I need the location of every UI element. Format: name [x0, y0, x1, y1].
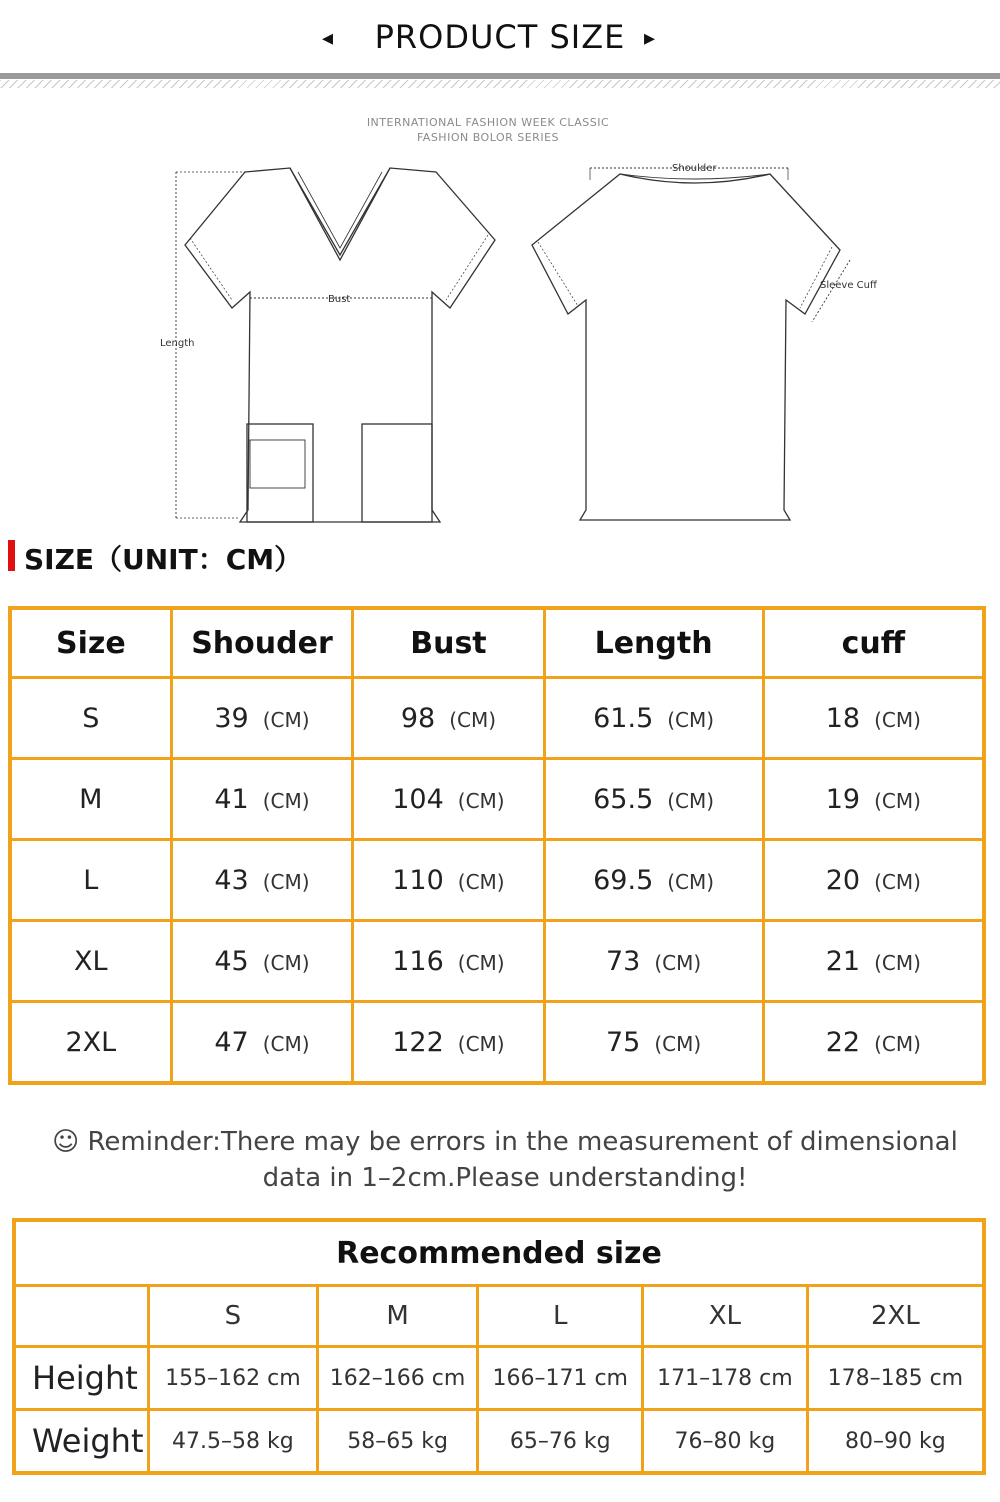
- cuff-cell: [763, 921, 984, 1002]
- value: 122: [392, 1026, 444, 1058]
- length-cell: [544, 759, 763, 840]
- height-label: Height: [14, 1347, 149, 1410]
- height-cell: 178–185 cm: [807, 1347, 984, 1410]
- shoulder-cell: [171, 1002, 353, 1084]
- height-cell: 162–166 cm: [317, 1347, 478, 1410]
- bust-cell: [353, 1002, 544, 1084]
- bust-cell: [353, 759, 544, 840]
- recommended-title-row: [14, 1220, 984, 1286]
- bust-cell: [353, 840, 544, 921]
- cuff-cell: [763, 678, 984, 759]
- value: 45: [214, 945, 249, 977]
- diagram-label-sleeve-cuff: Sleeve Cuff: [820, 280, 877, 291]
- unit-label: (CM): [874, 1031, 921, 1056]
- diagram-label-bust: Bust: [328, 294, 351, 305]
- column-header-cuff: cuff: [763, 608, 984, 678]
- value: 104: [392, 783, 444, 815]
- height-cell: 166–171 cm: [478, 1347, 643, 1410]
- reminder-text-line1: Reminder:There may be errors in the measurement of dimensional: [87, 1127, 958, 1157]
- arrow-left-icon: ◂: [322, 26, 334, 51]
- value: 39: [214, 702, 249, 734]
- recommended-size-table: [12, 1218, 986, 1475]
- size-cell: S: [10, 678, 171, 759]
- size-cell: L: [10, 840, 171, 921]
- unit-label: (CM): [654, 1031, 702, 1056]
- value: 21: [825, 945, 861, 977]
- table-row: [10, 759, 984, 840]
- weight-label: Weight: [14, 1410, 149, 1474]
- weight-cell: 80–90 kg: [807, 1410, 984, 1474]
- front-shirt-outline: [185, 168, 495, 522]
- unit-label: (CM): [667, 869, 715, 894]
- weight-cell: 47.5–58 kg: [149, 1410, 318, 1474]
- unit-label: (CM): [449, 707, 497, 732]
- size-header-xl: XL: [643, 1286, 808, 1347]
- weight-row: [14, 1410, 984, 1474]
- value: 20: [825, 864, 861, 896]
- diagram-subtitle-line1: INTERNATIONAL FASHION WEEK CLASSIC: [366, 116, 610, 129]
- unit-label: (CM): [457, 869, 505, 894]
- size-header-l: L: [478, 1286, 643, 1347]
- unit-label: (CM): [457, 1031, 505, 1056]
- unit-label: (CM): [874, 707, 921, 732]
- column-header-bust: Bust: [353, 608, 544, 678]
- weight-cell: 65–76 kg: [478, 1410, 643, 1474]
- height-row: [14, 1347, 984, 1410]
- unit-label: (CM): [262, 950, 310, 975]
- weight-cell: 58–65 kg: [317, 1410, 478, 1474]
- unit-label: (CM): [262, 869, 310, 894]
- garment-measurement-diagram: [150, 110, 890, 530]
- arrow-right-icon: ▸: [644, 26, 656, 51]
- value: 65.5: [593, 783, 654, 815]
- height-cell: 171–178 cm: [643, 1347, 808, 1410]
- unit-label: (CM): [667, 788, 715, 813]
- diagram-subtitle-line2: FASHION BOLOR SERIES: [416, 131, 560, 144]
- section-marker: [8, 540, 15, 571]
- value: 41: [214, 783, 249, 815]
- cuff-cell: [763, 1002, 984, 1084]
- size-section-heading: SIZE（UNIT：CM）: [24, 543, 303, 576]
- size-table: [8, 606, 986, 1085]
- reminder-line1: [40, 1124, 970, 1160]
- recommended-size-title: Recommended size: [14, 1220, 984, 1286]
- length-cell: [544, 840, 763, 921]
- bust-cell: [353, 678, 544, 759]
- unit-label: (CM): [262, 788, 310, 813]
- shoulder-cell: [171, 840, 353, 921]
- size-cell: 2XL: [10, 1002, 171, 1084]
- value: 19: [825, 783, 861, 815]
- unit-label: (CM): [262, 1031, 310, 1056]
- length-cell: [544, 1002, 763, 1084]
- table-row: [10, 921, 984, 1002]
- shoulder-cell: [171, 678, 353, 759]
- table-row: [10, 1002, 984, 1084]
- table-row: [10, 678, 984, 759]
- diagram-label-shoulder: Shoulder: [672, 163, 717, 174]
- value: 75: [606, 1026, 641, 1058]
- diagram-label-length: Length: [160, 338, 195, 349]
- unit-label: (CM): [874, 788, 921, 813]
- value: 18: [825, 702, 861, 734]
- table-row: [10, 840, 984, 921]
- length-cell: [544, 678, 763, 759]
- shoulder-cell: [171, 921, 353, 1002]
- unit-label: (CM): [457, 788, 505, 813]
- value: 47: [214, 1026, 249, 1058]
- back-shirt-outline: [532, 174, 840, 520]
- value: 69.5: [593, 864, 654, 896]
- size-header-m: M: [317, 1286, 478, 1347]
- unit-label: (CM): [874, 950, 921, 975]
- cuff-cell: [763, 759, 984, 840]
- unit-label: (CM): [262, 707, 310, 732]
- header-divider: [0, 73, 1000, 79]
- length-cell: [544, 921, 763, 1002]
- value: 61.5: [593, 702, 654, 734]
- weight-cell: 76–80 kg: [643, 1410, 808, 1474]
- smiley-icon: ☺: [52, 1127, 80, 1157]
- height-cell: 155–162 cm: [149, 1347, 318, 1410]
- value: 73: [606, 945, 641, 977]
- size-cell: XL: [10, 921, 171, 1002]
- unit-label: (CM): [457, 950, 505, 975]
- size-header-s: S: [149, 1286, 318, 1347]
- value: 22: [825, 1026, 861, 1058]
- unit-label: (CM): [874, 869, 921, 894]
- size-cell: M: [10, 759, 171, 840]
- column-header-size: Size: [10, 608, 171, 678]
- cuff-cell: [763, 840, 984, 921]
- value: 116: [392, 945, 444, 977]
- unit-label: (CM): [667, 707, 715, 732]
- value: 43: [214, 864, 249, 896]
- empty-corner-cell: [14, 1286, 149, 1347]
- value: 98: [400, 702, 436, 734]
- reminder-text-line2: data in 1–2cm.Please understanding!: [262, 1163, 748, 1193]
- page-title: PRODUCT SIZE: [374, 18, 626, 56]
- bust-cell: [353, 921, 544, 1002]
- size-header-2xl: 2XL: [807, 1286, 984, 1347]
- value: 110: [392, 864, 444, 896]
- reminder-note: [40, 1124, 970, 1196]
- size-table-header-row: [10, 608, 984, 678]
- header-hatch-divider: [0, 80, 1000, 88]
- unit-label: (CM): [654, 950, 702, 975]
- shoulder-cell: [171, 759, 353, 840]
- recommended-size-header-row: [14, 1286, 984, 1347]
- column-header-shoulder: Shouder: [171, 608, 353, 678]
- column-header-length: Length: [544, 608, 763, 678]
